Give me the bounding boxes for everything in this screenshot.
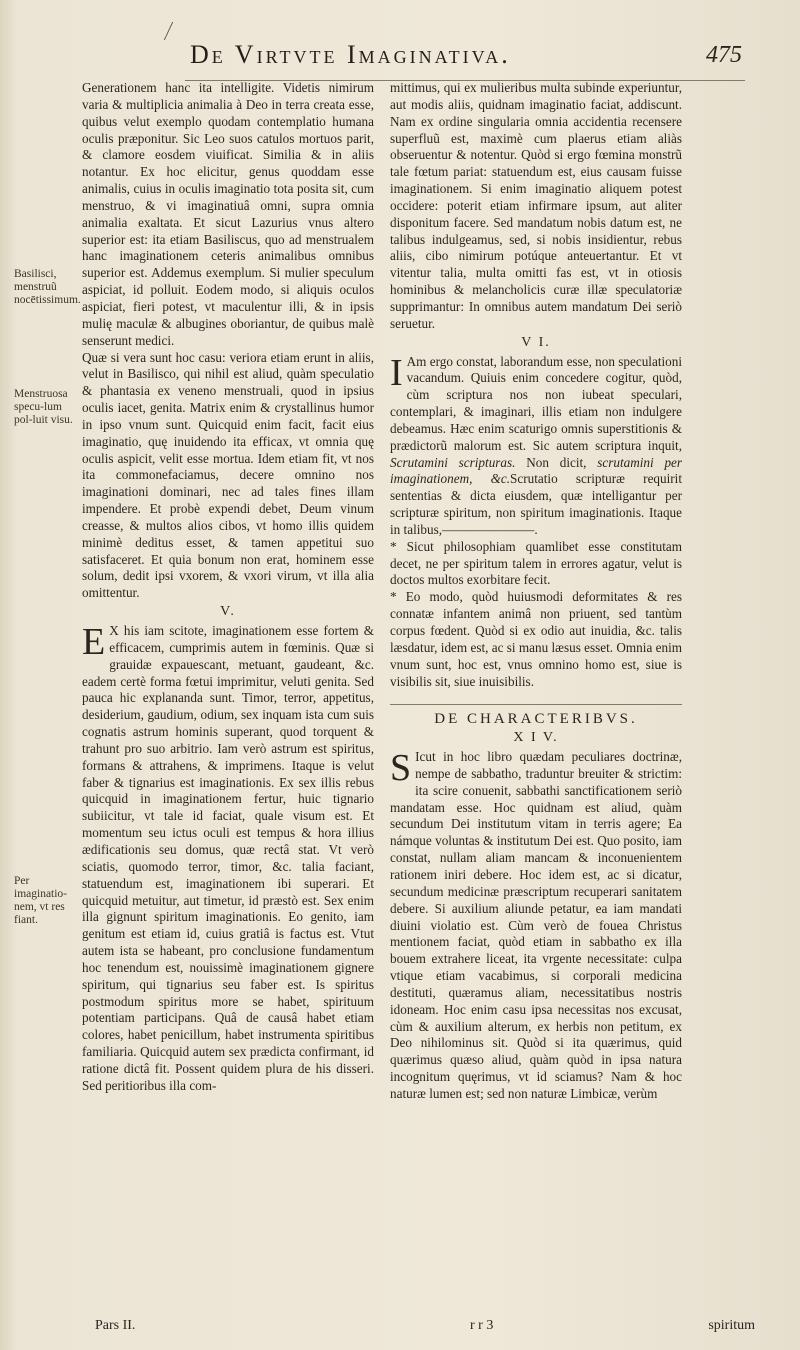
- right-paragraph-2b: Non dicit,: [526, 454, 587, 470]
- left-paragraph-1: Generationem hanc ita intelligite. Videtis nimirum varia & multiplicia animalia à Deo in terra creata esse, quibus velut exemplo quodam contemplatio humana oculis præponitur. Sic Leo suos catulos mortuos parit, & clamore eosdem viuificat. Similia & in aliis notantur. Ex hoc elicitur, genus quoddam esse animalis, cuius in oculis imaginatio tota posita sit, cum menstruo, & vi imaginatiuâ omni, supra omnia animalia exaltata. Et sicut Lazurius vnus altero superior est: ita etiam Basiliscus, quo ad menstrualem hanc imaginationem ceteris animalibus omnibus superior est. Addemus exemplum. Si mulier speculum aspiciat, id polluit. Eodem modo, si aliquis oculos aspiciat, fieri potest, vt maculentur illi, & in ipsis mulię maculæ & albugines oboriantur, de quibus malè senserunt medici.: [82, 80, 374, 348]
- right-paragraph-1: mittimus, qui ex mulieribus multa subinde experiuntur, aut modis aliis, quidnam imaginatio faciat, addiscunt. Nam ex ordine singularia omnia accidentia recensere superfluũ est, maximè cum plaerus etiam aliàs obseruentur & notentur. Quòd si ergo fœmina monstrũ tale fœtum pariat: statuendum est, eius causam fuisse imaginationem. Si enim imaginatio aliquem potest occidere: poterit etiam infirmare ipsum, aut aliter disponitum facere. Sed mandatum nobis datum est, ne talibus indulgeamus, sed, si nobis insidientur, rebus aliis, cibo nimirum potúque anteuertantur. Et vt vitentur talia, multa omitti fas est, vt in otiosis hominibus & melancholicis curæ illæ speculatoriæ supprimantur: In omnibus autem mandatum Dei seriò seruetur.: [390, 80, 682, 331]
- right-paragraph-3: * Sicut philosophiam quamlibet esse constitutam decet, ne per spiritum talem in errores agatur, velut is doctos multos exorbitare fecit.: [390, 538, 682, 588]
- drop-cap: I: [390, 351, 403, 394]
- left-column: [82, 80, 374, 1095]
- margin-note-basilisci: Basilisci, menstruũ nocētissimum.: [14, 268, 81, 306]
- right-paragraph-2-text: Am ergo constat, laborandum esse, non speculationi vacandum. Quiuis enim concedere cogitur, quòd, cùm scriptura nos non iubeat speculari, contemplari, & imaginari, illis etiam non indulgere debeamus. Hæc enim scaturigo omnis superstitionis & prædictorũ malorum est. Sic autem scriptura inquit,: [390, 353, 682, 453]
- right-paragraph-2c: Scrutatio scripturæ requirit sententias & dicta eiusdem, quæ intelligantur per scripturæ spiritum, non spiritum imaginationis. Itaque in talibus,———————.: [390, 471, 682, 537]
- left-paragraph-2: Quæ si vera sunt hoc casu: veriora etiam erunt in aliis, velut in Basilisco, qui nihil est aliud, quàm speculatio & phantasia ex veneno menstruali, quod in ipsius oculis iacet, genita. Matrix enim & crystallinus humor in ipso vnum sunt. Quicquid enim facit, facit eius imaginatio, quę inuidendo ita efficax, vt omnia quę oculis aspicit, velit esse mortua. Idem etiam fit, vt nos ita commonefaciamus, decere omnino nos imaginationi dominari, nec ad tales fines illam impendere. Et probè expendi debet, Deum vinum creasse, & multos alios cibos, vt homo illis quidem minimè deditus esset, & tamen appetitui suo satisfaceret. Et quia bonum non erat, hominem esse solum, dedit ipsi vxorem, & vxori virum, vt illa alia omittentur.: [82, 349, 374, 601]
- signature-mark: r r 3: [470, 1318, 494, 1333]
- drop-cap: S: [390, 747, 412, 790]
- printer-mark: [164, 22, 183, 40]
- scripture-quote-2: scrutamini per imaginationem, &c.: [390, 454, 683, 487]
- right-paragraph-4: * Eo modo, quòd huiusmodi deformitates & res connatæ infantem animâ non priuent, sed tantùm corpus fœdent. Quòd si ex odio aut inuidia, &c. talis læsdatur, idem est, ac si manu læsus esset. Omnia enim vnum sunt, hoc est, vnus omnino homo est, siue is visibilis sit, siue inuisibilis.: [390, 589, 682, 689]
- section-number-vi: V I.: [521, 334, 551, 350]
- part-signature: Pars II.: [95, 1318, 136, 1333]
- left-paragraph-3-text: X his iam scitote, imaginationem esse fortem & efficacem, cumprimis autem in fœminis. Quæ si grauidæ expauescant, metuant, gaudeant, &c. eadem certè forma fœtui imprimitur, veluti genita. Sed pauca hic explananda sunt. Timor, terror, appetitus, desiderium, gaudium, odium, sex inquam ista cum suis cognatis astrum hominis superant, quod torquent & trahunt pro suo arbitrio. Iam verò astrum est spiritus, formans & attrahens, & imprimens. Itaque is velut faber & tignarius est imaginationis. Ex sex illis rebus quicquid in imaginationem fertur, huic tignario subiicitur, vt tale id faciat, quale visum est. Et momentum seu ictus oculi est tempus & hora illius ædificationis seu domus, quæ rectâ stat. Vt verò sciatis, quomodo terror, timor, &c. talia faciant, statuendum est, imaginationem ibi superari. Et quicquid metuitur, aut timetur, id præstò est. Sex enim illa gignunt spiritum imaginationis. Eo genito, iam genitum est etiam id, cuius gratiâ is factus est. Vtut autem ista se habeant, pro conclusione fundamentum hoc tenendum est, nouissimè imaginationem gignere spiritum, qui tignarius seu faber est. Is spiritus postmodum spiritus more se habet, spirituum potentiam participans. Quâ de causâ habet etiam colores, habet penicillum, habet instrumenta spiritibus familiaria. Quicquid autem sex prædicta confirmant, id ratione dictâ fit. Possent quidem plura de his disseri. Sed peritioribus illa com-: [82, 623, 374, 1093]
- right-paragraph-2: [390, 351, 683, 539]
- catchword: spiritum: [708, 1318, 755, 1333]
- right-paragraph-5-text: Icut in hoc libro quædam peculiares doctrinæ, nempe de sabbatho, traduntur breuiter & strictim: ita scire conuenit, sabbathi sanctificationem seriò mandatam esse. Hoc quidnam est aliud, quàm secundum Dei institutum vitam in terris agere; Ea námque voluntas & institutum Dei est. Quo posito, iam constat, nullam aliam mancam & inconuenientem rationem iniri debere. Hoc idem est, ac si dicatur, secundum medicinæ præscriptum recuperari sanitatem debere. Si auxilium aliunde petatur, ea iam mandati diuini violatio est. Cùm verò de fouea Christus mentionem faciat, quòd etiam in sabbatho ex illa bouem extrahere liceat, ita vrgente necessitate: culpa vtique etiam vacabimus, si corporali medicina destituti, quæramus aliam, necessitatibus nostris idoneam. Hoc enim casu ipsa necessitas nos excusat, cùm & auxilium alterum, ex herbis non petitum, ex Deo nihilominus sit. Quòd si ita quærimus, quid quærimus quæso aliud, quàm quòd in ipsa natura incognitum quęrimus, vt id sciamus? Nam & hoc naturæ lumen est; sed non naturæ Limbicæ, verùm: [390, 749, 682, 1101]
- section-number-v: V.: [220, 604, 236, 620]
- margin-note-imaginatio: Per imaginatio-nem, vt res fiant.: [14, 875, 68, 926]
- right-paragraph-5: [390, 749, 682, 1103]
- scripture-quote: Scrutamini scripturas.: [390, 454, 516, 470]
- right-column: [390, 80, 682, 1103]
- page-number: 475: [706, 42, 742, 68]
- running-title: De Virtvte Imaginativa.: [190, 40, 511, 69]
- page-header: [150, 40, 750, 76]
- page-footer: [95, 1318, 755, 1340]
- section-heading: DE CHARACTERIBVS.: [390, 704, 682, 728]
- margin-note-menstruosa: Menstruosa specu-lum pol-luit visu.: [14, 388, 73, 426]
- drop-cap: E: [82, 621, 106, 663]
- left-paragraph-3: [82, 623, 374, 1095]
- section-number-xiv: X I V.: [513, 730, 559, 746]
